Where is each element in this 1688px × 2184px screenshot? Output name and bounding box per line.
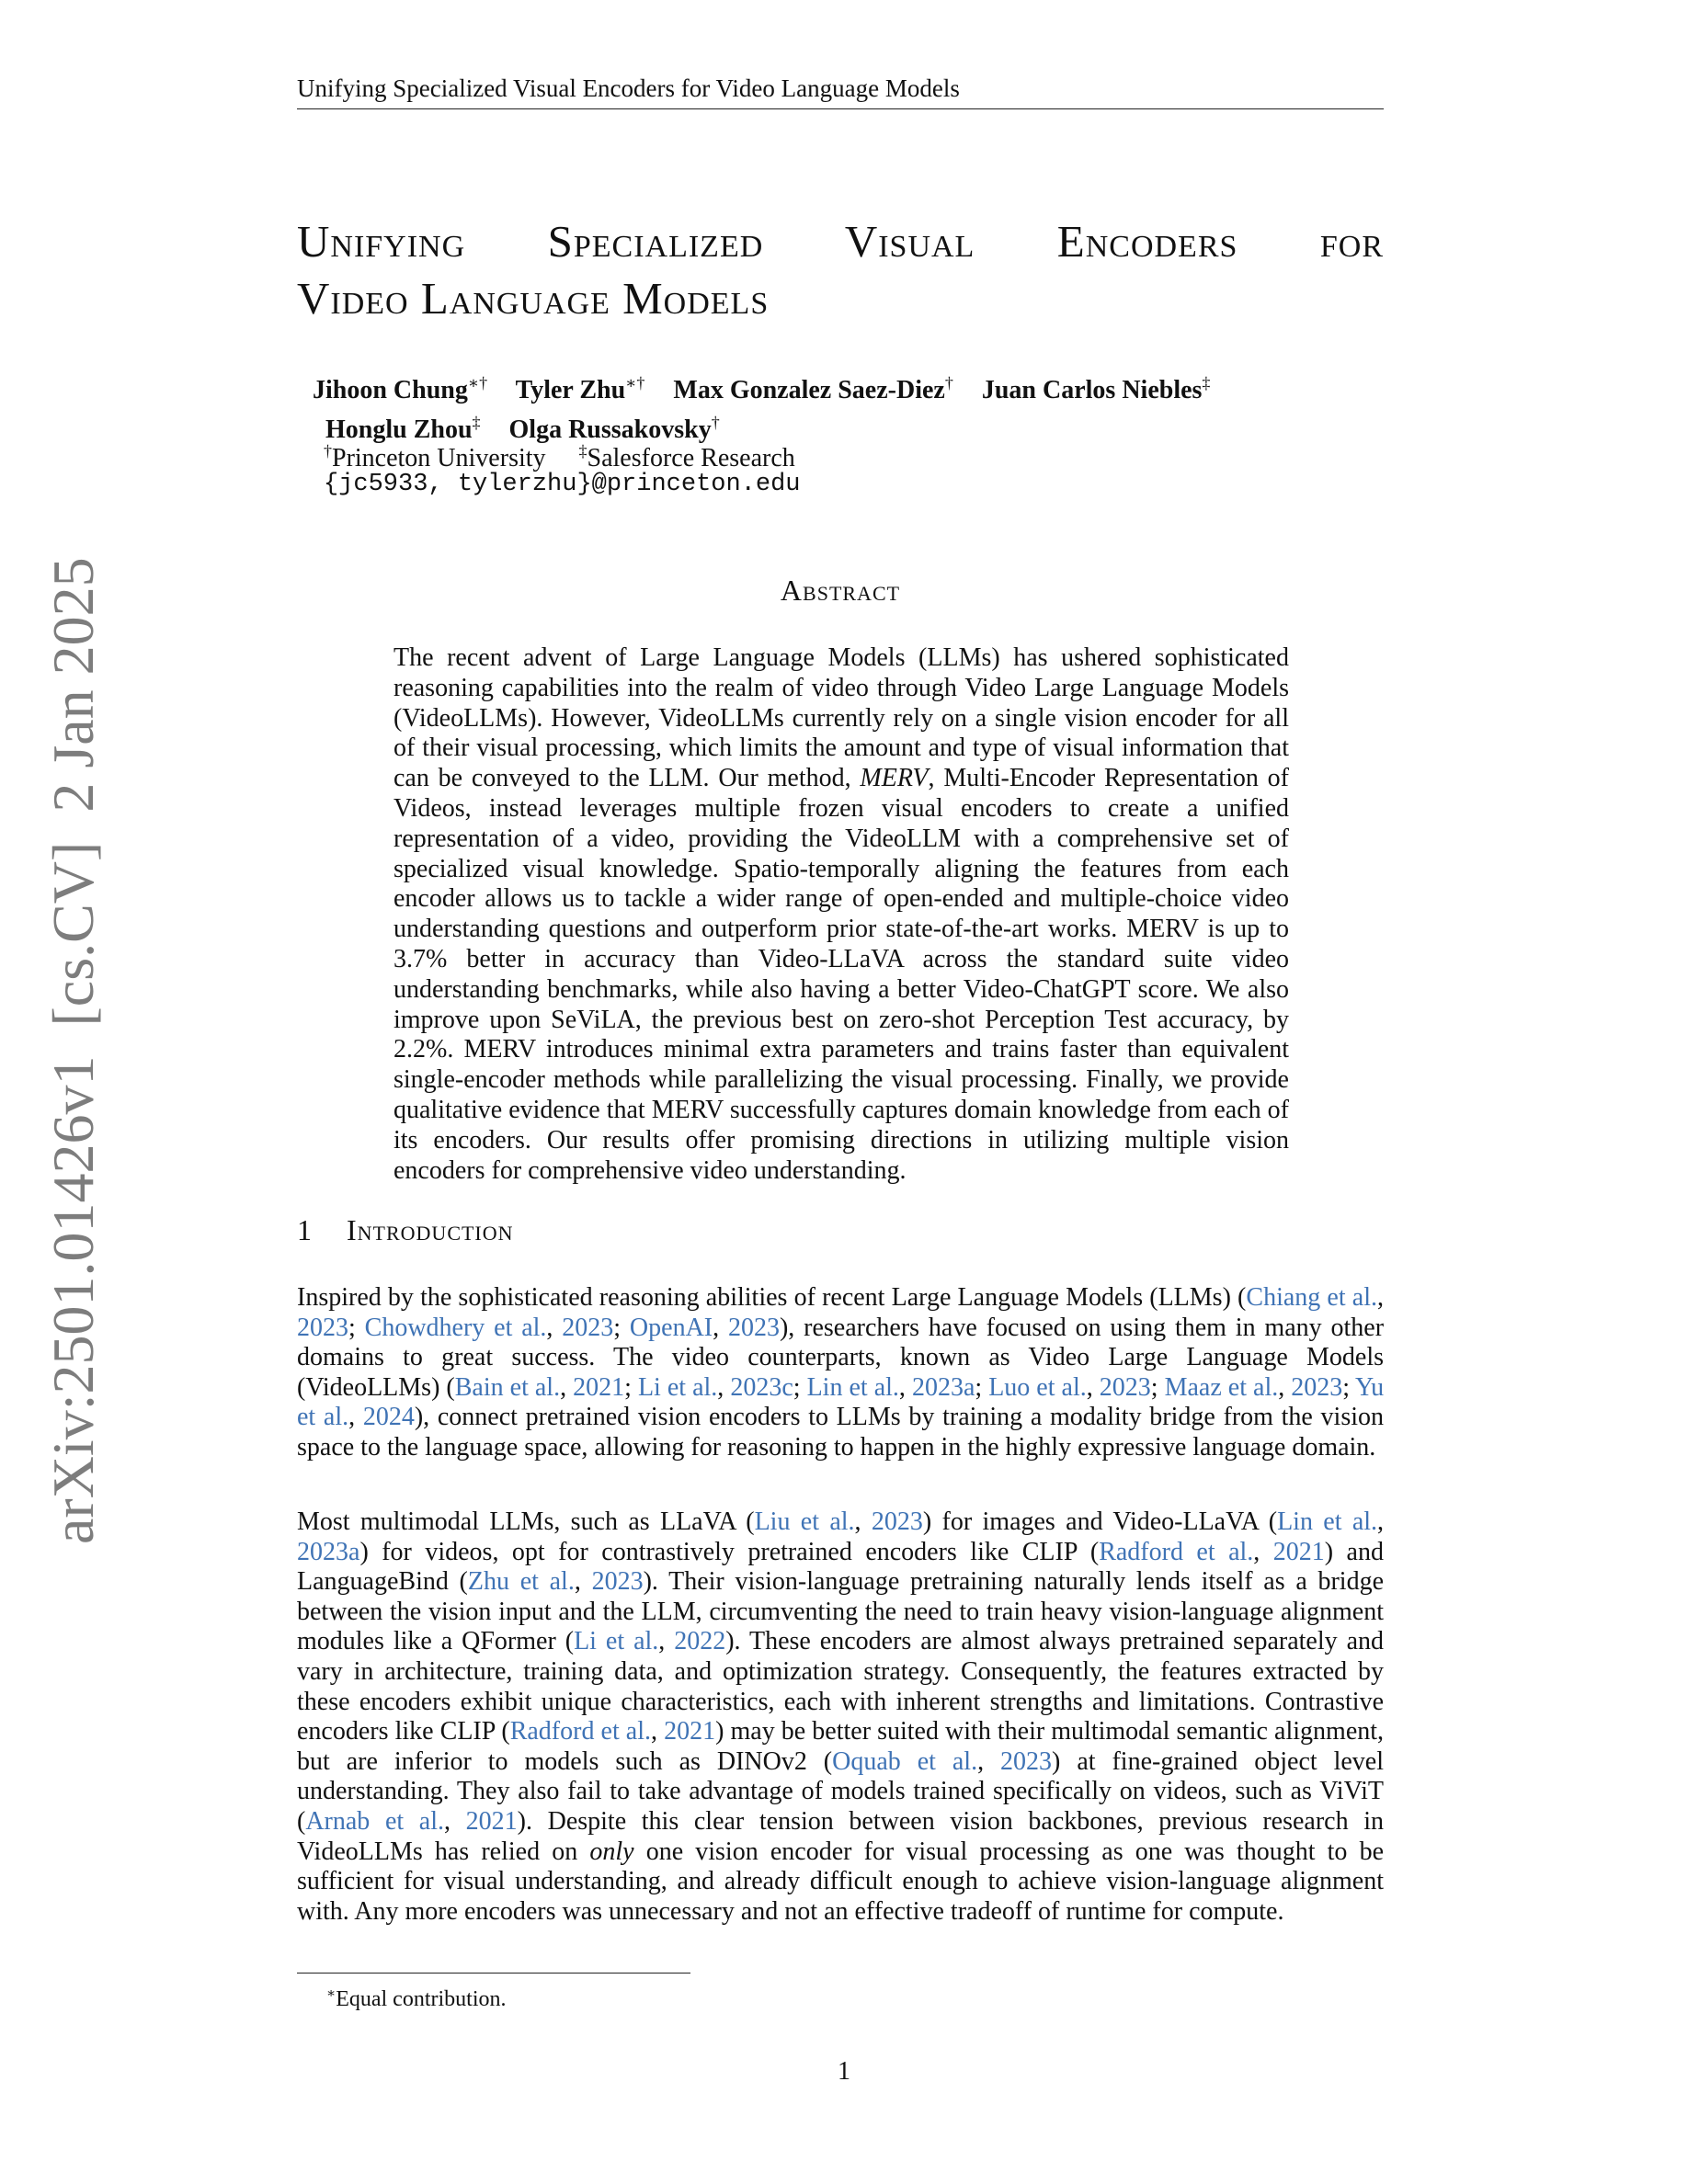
author: Honglu Zhou‡: [325, 413, 481, 444]
title-line-1: Unifying Specialized Visual Encoders for: [297, 216, 1384, 267]
arxiv-stamp: arXiv:2501.01426v1 [cs.CV] 2 Jan 2025: [40, 557, 106, 1544]
citation-link[interactable]: Maaz et al.: [1164, 1372, 1279, 1402]
citation-year-link[interactable]: 2021: [1272, 1537, 1325, 1566]
running-head: Unifying Specialized Visual Encoders for Video Language Models: [297, 74, 1384, 109]
citation-link[interactable]: Lin et al.: [806, 1372, 899, 1402]
citation-year-link[interactable]: 2021: [465, 1806, 518, 1836]
author-list: [313, 368, 1324, 446]
citation-link[interactable]: OpenAI: [629, 1313, 713, 1342]
citation-link[interactable]: Bain et al.: [454, 1372, 561, 1402]
citation-year-link[interactable]: 2021: [664, 1717, 716, 1746]
author: Max Gonzalez Saez-Diez†: [673, 374, 953, 405]
citation-link[interactable]: Radford et al.: [1099, 1537, 1254, 1566]
emphasis: only: [589, 1837, 634, 1866]
title-line-2: Video Language Models: [297, 273, 770, 324]
method-name: MERV: [860, 764, 929, 793]
citation-link[interactable]: Arnab et al.: [305, 1806, 444, 1836]
citation-year-link[interactable]: 2023: [727, 1313, 780, 1342]
footnote: ∗Equal contribution.: [326, 1986, 507, 2011]
citation-link[interactable]: Liu et al.: [754, 1507, 855, 1536]
citation-link[interactable]: Yu et al.: [297, 1372, 1385, 1432]
citation-link[interactable]: Luo et al.: [988, 1372, 1087, 1402]
footnote-divider: [297, 1973, 690, 1974]
citation-year-link[interactable]: 2023a: [911, 1372, 975, 1402]
section-heading-introduction: 1 Introduction: [297, 1213, 514, 1246]
abstract-heading: Abstract: [780, 574, 901, 607]
citation-link[interactable]: Lin et al.: [1277, 1507, 1378, 1536]
citation-year-link[interactable]: 2021: [573, 1372, 625, 1402]
page-number: 1: [838, 2057, 850, 2086]
paper-title: [297, 213, 1384, 327]
author: Jihoon Chung∗†: [313, 374, 488, 405]
citation-year-link[interactable]: 2023: [1099, 1372, 1151, 1402]
citation-year-link[interactable]: 2023: [1291, 1372, 1343, 1402]
intro-paragraph-2: Most multimodal LLMs, such as LLaVA (Liu et al., 2023) for images and Video-LLaVA (Lin et al., 2023a) for videos, opt for contrastively pretrained encoders like CLIP (Radford et al., 2021) and LanguageBind (Zhu et al., 2023). Their vision-language pretraining naturally lends itself as a bridge between the vision input and the LLM, circumventing the need to train heavy vision-language alignment modules like a QFormer (Li et al., 2022). These encoders are almost always pretrained separately and vary in architecture, training data, and optimization strategy. Consequently, the features extracted by these encoders exhibit unique characteristics, each with inherent strengths and limitations. Contrastive encoders like CLIP (Radford et al., 2021) may be better suited with their multimodal semantic alignment, but are inferior to models such as DINOv2 (Oquab et al., 2023) at fine-grained object level understanding. They also fail to take advantage of models trained specifically on videos, such as ViViT (Arnab et al., 2021). Despite this clear tension between vision backbones, previous research in VideoLLMs has relied on only one vision encoder for visual processing as one was thought to be sufficient for visual understanding, and already difficult enough to achieve vision-language alignment with. Any more encoders was unnecessary and not an effective tradeoff of runtime for compute.: [297, 1507, 1385, 1926]
citation-link[interactable]: Chowdhery et al.: [364, 1313, 547, 1342]
intro-paragraph-1: Inspired by the sophisticated reasoning abilities of recent Large Language Models (LLMs) (Chiang et al., 2023; Chowdhery et al., 2023; OpenAI, 2023), researchers have focused on using them in many other domains to great success. The video counterparts, known as Video Large Language Models (VideoLLMs) (Bain et al., 2021; Li et al., 2023c; Lin et al., 2023a; Luo et al., 2023; Maaz et al., 2023; Yu et al., 2024), connect pretrained vision encoders to LLMs by training a modality bridge from the vision space to the language space, allowing for reasoning to happen in the highly expressive language domain.: [297, 1283, 1385, 1462]
author: Olga Russakovsky†: [508, 413, 720, 444]
citation-year-link[interactable]: 2023a: [297, 1537, 360, 1566]
abstract-text: The recent advent of Large Language Models (LLMs) has ushered sophisticated reasoning capabilities into the realm of video through Video Large Language Models (VideoLLMs). However, VideoLLMs currently rely on a single vision encoder for all of their visual processing, which limits the amount and type of visual information that can be conveyed to the LLM. Our method, MERV, Multi-Encoder Representation of Videos, instead leverages multiple frozen visual encoders to create a unified representation of a video, providing the VideoLLM with a comprehensive set of specialized visual knowledge. Spatio-temporally aligning the features from each encoder allows us to tackle a wider range of open-ended and multiple-choice video understanding questions and outperform prior state-of-the-art works. MERV is up to 3.7% better in accuracy than Video-LLaVA across the standard suite video understanding benchmarks, while also having a better Video-ChatGPT score. We also improve upon SeViLA, the previous best on zero-shot Perception Test accuracy, by 2.2%. MERV introduces minimal extra parameters and trains faster than equivalent single-encoder methods while parallelizing the visual processing. Finally, we provide qualitative evidence that MERV successfully captures domain knowledge from each of its encoders. Our results offer promising directions in utilizing multiple vision encoders for comprehensive video understanding.: [393, 643, 1289, 1185]
affiliation: ‡Salesforce Research: [578, 442, 795, 473]
citation-link[interactable]: Zhu et al.: [467, 1567, 575, 1597]
citation-link[interactable]: Radford et al.: [509, 1717, 652, 1746]
contact-email: {jc5933, tylerzhu}@princeton.edu: [324, 471, 801, 498]
citation-year-link[interactable]: 2023: [562, 1313, 614, 1342]
citation-link[interactable]: Li et al.: [574, 1627, 659, 1656]
citation-year-link[interactable]: 2023: [1000, 1746, 1053, 1776]
citation-year-link[interactable]: 2023: [297, 1313, 348, 1342]
citation-year-link[interactable]: 2024: [362, 1403, 415, 1432]
author: Tyler Zhu∗†: [515, 374, 645, 405]
citation-year-link[interactable]: 2023: [871, 1507, 923, 1536]
citation-link[interactable]: Chiang et al.: [1246, 1283, 1377, 1312]
citation-link[interactable]: Oquab et al.: [832, 1746, 978, 1776]
author: Juan Carlos Niebles‡: [981, 374, 1211, 405]
citation-year-link[interactable]: 2023c: [730, 1372, 793, 1402]
citation-year-link[interactable]: 2022: [674, 1627, 726, 1656]
citation-year-link[interactable]: 2023: [591, 1567, 644, 1597]
affiliation: †Princeton University: [324, 442, 546, 473]
citation-link[interactable]: Li et al.: [637, 1372, 718, 1402]
author-row-1: [313, 368, 1324, 406]
